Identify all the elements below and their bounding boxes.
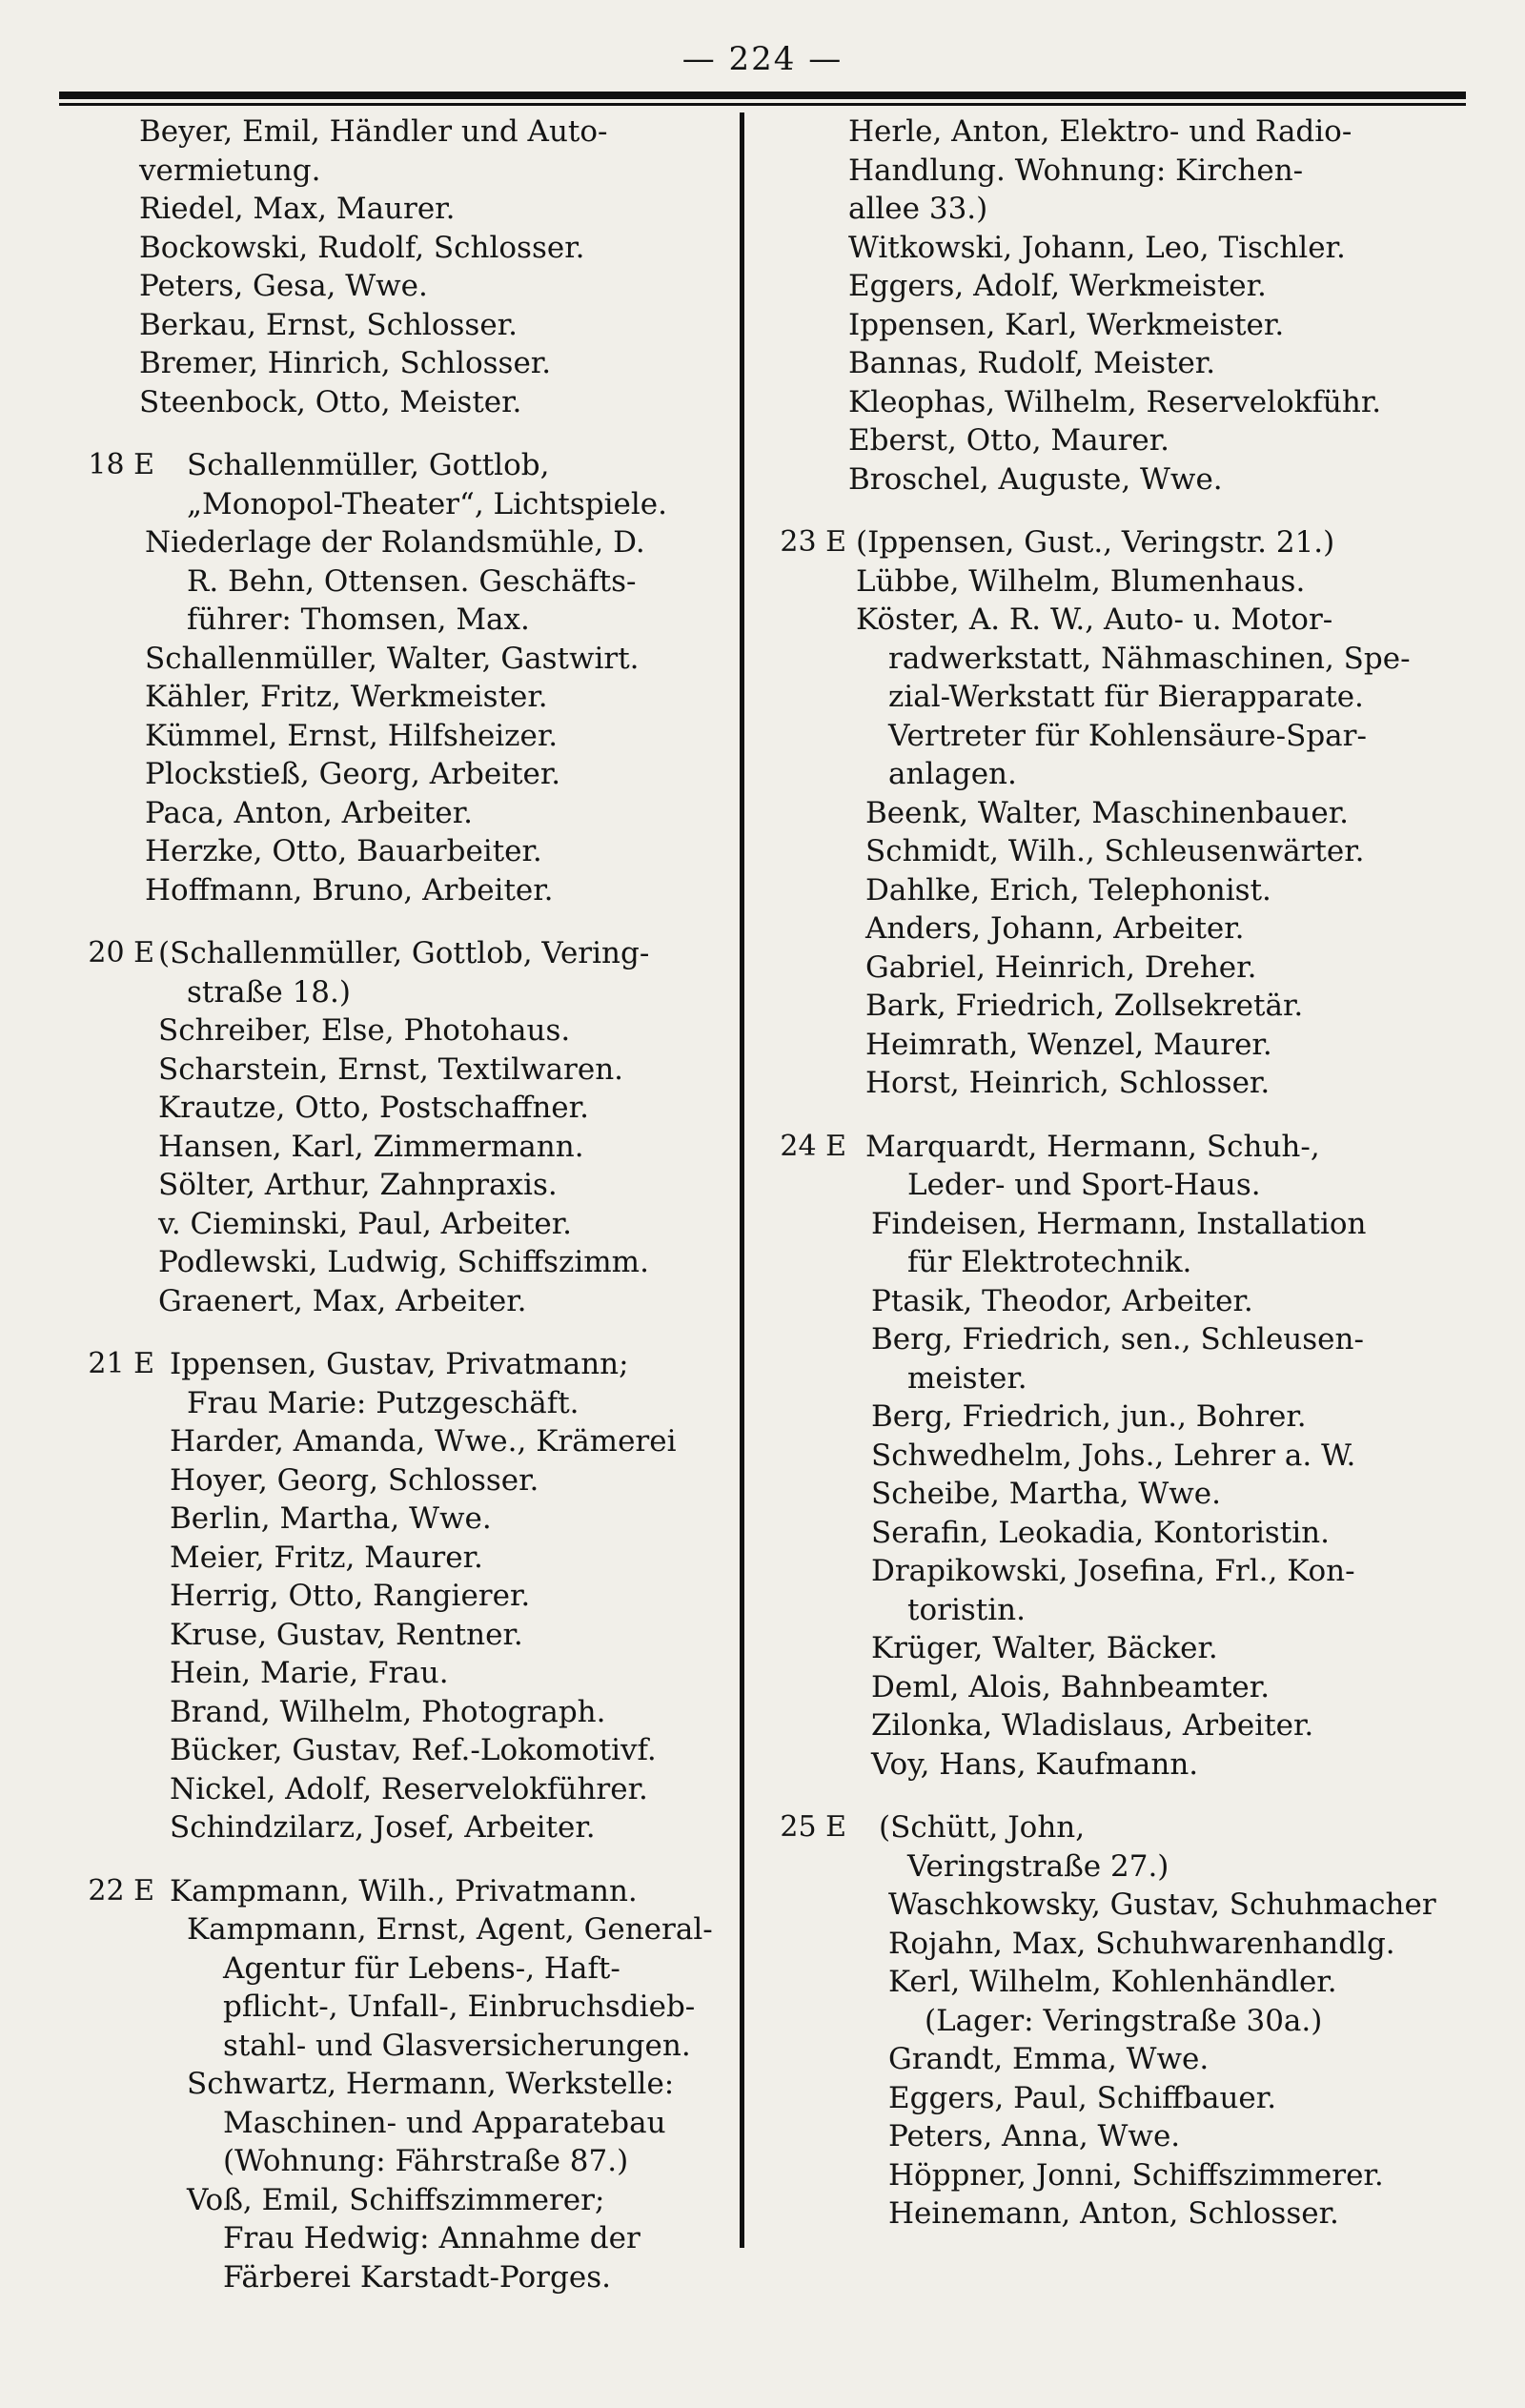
- entry-line: Berg, Friedrich, jun., Bohrer.: [871, 1399, 1307, 1434]
- entry-line: Kleophas, Wilhelm, Reservelokführ.: [848, 384, 1382, 419]
- entry-line: Niederlage der Rolandsmühle, D.: [145, 525, 645, 560]
- entry-line: Ippensen, Gustav, Privatmann;: [170, 1347, 629, 1381]
- entry-line: meister.: [907, 1360, 1027, 1396]
- directory-entry: [80, 1872, 728, 2297]
- entry-line: Kruse, Gustav, Rentner.: [170, 1617, 523, 1652]
- entry-line: Hoffmann, Bruno, Arbeiter.: [145, 872, 554, 908]
- entry-line: Krautze, Otto, Postschaffner.: [158, 1091, 589, 1125]
- entry-line: Schmidt, Wilh., Schleusenwärter.: [865, 834, 1365, 868]
- entry-line: Bücker, Gustav, Ref.-Lokomotivf.: [170, 1733, 657, 1767]
- entry-line: Kerl, Wilhelm, Kohlenhändler.: [888, 1965, 1337, 1999]
- entry-line: Beenk, Walter, Maschinenbauer.: [865, 795, 1349, 830]
- left-column: [80, 112, 728, 2321]
- entry-line: Kümmel, Ernst, Hilfsheizer.: [145, 718, 559, 753]
- entry-line: Witkowski, Johann, Leo, Tischler.: [848, 230, 1346, 265]
- entry-line: anlagen.: [888, 757, 1017, 791]
- entry-line: Bockowski, Rudolf, Schlosser.: [139, 230, 585, 265]
- entry-line: Dahlke, Erich, Telephonist.: [865, 872, 1271, 908]
- entry-line: stahl- und Glasversicherungen.: [223, 2028, 691, 2063]
- entry-line: Schwedhelm, Johs., Lehrer a. W.: [871, 1438, 1356, 1473]
- entry-line: Riedel, Max, Maurer.: [139, 192, 456, 226]
- entry-line: Eggers, Adolf, Werkmeister.: [848, 269, 1267, 303]
- entry-line: Peters, Anna, Wwe.: [888, 2119, 1181, 2153]
- house-number: 20 E: [88, 936, 154, 969]
- entry-line: Waschkowsky, Gustav, Schuhmacher: [888, 1888, 1436, 1922]
- entry-line: Herrig, Otto, Rangierer.: [170, 1579, 531, 1613]
- entry-line: Frau Hedwig: Annahme der: [223, 2221, 640, 2255]
- entry-line: führer: Thomsen, Max.: [187, 602, 530, 637]
- house-number: 24 E: [780, 1129, 846, 1163]
- entry-line: Handlung. Wohnung: Kirchen-: [848, 153, 1304, 188]
- house-number: 18 E: [88, 448, 154, 481]
- entry-line: Graenert, Max, Arbeiter.: [158, 1283, 527, 1318]
- entry-line: Steenbock, Otto, Meister.: [139, 384, 522, 419]
- entry-line: Zilonka, Wladislaus, Arbeiter.: [871, 1708, 1314, 1743]
- header-rule: [59, 92, 1466, 99]
- entry-line: Berlin, Martha, Wwe.: [170, 1501, 492, 1536]
- entry-line: Brand, Wilhelm, Photograph.: [170, 1694, 606, 1729]
- entry-line: Berg, Friedrich, sen., Schleusen-: [871, 1322, 1364, 1357]
- entry-line: vermietung.: [139, 153, 321, 188]
- directory-entry: [772, 112, 1477, 499]
- entry-line: Ptasik, Theodor, Arbeiter.: [871, 1283, 1253, 1318]
- entry-line: Bremer, Hinrich, Schlosser.: [139, 346, 552, 380]
- entry-line: Vertreter für Kohlensäure-Spar-: [888, 718, 1367, 753]
- entry-line: Deml, Alois, Bahnbeamter.: [871, 1669, 1271, 1704]
- entry-line: Marquardt, Hermann, Schuh-,: [865, 1129, 1320, 1164]
- entry-line: Kampmann, Wilh., Privatmann.: [170, 1873, 638, 1908]
- entry-line: (Schütt, John,: [879, 1810, 1086, 1845]
- entry-line: Horst, Heinrich, Schlosser.: [865, 1066, 1271, 1100]
- entry-line: Heinemann, Anton, Schlosser.: [888, 2196, 1339, 2231]
- entry-line: Gabriel, Heinrich, Dreher.: [865, 949, 1257, 985]
- entry-line: pflicht-, Unfall-, Einbruchsdieb-: [223, 1990, 696, 2024]
- entry-line: Lübbe, Wilhelm, Blumenhaus.: [856, 563, 1306, 599]
- entry-line: Scheibe, Martha, Wwe.: [871, 1477, 1221, 1511]
- entry-line: Sölter, Arthur, Zahnpraxis.: [158, 1168, 558, 1202]
- entry-line: Eggers, Paul, Schiffbauer.: [888, 2080, 1277, 2115]
- entry-line: Peters, Gesa, Wwe.: [139, 269, 428, 303]
- entry-line: radwerkstatt, Nähmaschinen, Spe-: [888, 641, 1411, 676]
- entry-line: Schreiber, Else, Photohaus.: [158, 1013, 571, 1048]
- entry-line: Schallenmüller, Gottlob,: [187, 448, 550, 482]
- entry-line: Podlewski, Ludwig, Schiffszimm.: [158, 1245, 649, 1279]
- page-number: — 224 —: [681, 40, 844, 78]
- house-number: 22 E: [88, 1873, 154, 1908]
- entry-line: Leder- und Sport-Haus.: [907, 1168, 1261, 1202]
- house-number: 21 E: [88, 1347, 154, 1380]
- entry-line: Bark, Friedrich, Zollsekretär.: [865, 989, 1304, 1023]
- entry-line: Kähler, Fritz, Werkmeister.: [145, 680, 548, 714]
- entry-line: Herzke, Otto, Bauarbeiter.: [145, 834, 542, 868]
- entry-line: Berkau, Ernst, Schlosser.: [139, 307, 518, 342]
- right-column: [772, 112, 1477, 2258]
- entry-line: Schindzilarz, Josef, Arbeiter.: [170, 1810, 596, 1845]
- entry-line: (Wohnung: Fährstraße 87.): [223, 2144, 629, 2178]
- entry-line: Serafin, Leokadia, Kontoristin.: [871, 1515, 1330, 1550]
- entry-line: (Ippensen, Gust., Veringstr. 21.): [856, 525, 1335, 560]
- entry-line: v. Cieminski, Paul, Arbeiter.: [158, 1206, 573, 1241]
- entry-line: Heimrath, Wenzel, Maurer.: [865, 1027, 1272, 1062]
- entry-line: Krüger, Walter, Bäcker.: [871, 1631, 1218, 1665]
- header-rule-thin: [59, 103, 1466, 106]
- directory-entry: [772, 1128, 1477, 1785]
- entry-line: für Elektrotechnik.: [907, 1245, 1192, 1279]
- directory-entry: [772, 1808, 1477, 2234]
- entry-line: Anders, Johann, Arbeiter.: [865, 911, 1245, 946]
- entry-line: Scharstein, Ernst, Textilwaren.: [158, 1051, 624, 1087]
- entry-line: allee 33.): [848, 192, 988, 226]
- entry-line: Ippensen, Karl, Werkmeister.: [848, 307, 1285, 342]
- directory-entry: [80, 1345, 728, 1847]
- entry-line: „Monopol-Theater“, Lichtspiele.: [187, 486, 667, 521]
- entry-line: Agentur für Lebens-, Haft-: [223, 1950, 620, 1986]
- entry-line: zial-Werkstatt für Bierapparate.: [888, 680, 1364, 714]
- entry-line: Voß, Emil, Schiffszimmerer;: [187, 2182, 605, 2217]
- entry-line: R. Behn, Ottensen. Geschäfts-: [187, 563, 637, 599]
- entry-line: Meier, Fritz, Maurer.: [170, 1540, 483, 1575]
- entry-line: Paca, Anton, Arbeiter.: [145, 795, 474, 830]
- entry-line: Kampmann, Ernst, Agent, General-: [187, 1912, 713, 1947]
- entry-line: Nickel, Adolf, Reservelokführer.: [170, 1771, 648, 1806]
- entry-line: Bannas, Rudolf, Meister.: [848, 346, 1216, 380]
- entry-line: Voy, Hans, Kaufmann.: [871, 1746, 1199, 1782]
- entry-line: Veringstraße 27.): [907, 1848, 1169, 1884]
- entry-line: Herle, Anton, Elektro- und Radio-: [848, 114, 1352, 149]
- entry-line: Färberei Karstadt-Porges.: [223, 2259, 611, 2295]
- directory-entry: [80, 934, 728, 1320]
- entry-line: Eberst, Otto, Maurer.: [848, 423, 1170, 458]
- entry-line: Schwartz, Hermann, Werkstelle:: [187, 2067, 675, 2101]
- entry-line: Frau Marie: Putzgeschäft.: [187, 1385, 580, 1420]
- directory-entry: [772, 523, 1477, 1103]
- entry-line: Maschinen- und Apparatebau: [223, 2105, 666, 2140]
- entry-line: Beyer, Emil, Händler und Auto-: [139, 114, 608, 149]
- entry-line: (Schallenmüller, Gottlob, Vering-: [158, 936, 650, 970]
- entry-line: Hein, Marie, Frau.: [170, 1656, 449, 1690]
- entry-line: Drapikowski, Josefina, Frl., Kon-: [871, 1554, 1355, 1588]
- entry-line: Rojahn, Max, Schuhwarenhandlg.: [888, 1926, 1395, 1961]
- directory-entry: [80, 112, 728, 421]
- entry-line: Köster, A. R. W., Auto- u. Motor-: [856, 602, 1333, 637]
- entry-line: Schallenmüller, Walter, Gastwirt.: [145, 641, 640, 676]
- entry-line: (Lager: Veringstraße 30a.): [925, 2003, 1323, 2038]
- column-divider: [740, 112, 744, 2248]
- entry-line: Höppner, Jonni, Schiffszimmerer.: [888, 2157, 1384, 2193]
- entry-line: toristin.: [907, 1592, 1026, 1627]
- directory-entry: [80, 446, 728, 909]
- entry-line: Hoyer, Georg, Schlosser.: [170, 1462, 539, 1498]
- entry-line: straße 18.): [187, 974, 351, 1010]
- entry-line: Broschel, Auguste, Wwe.: [848, 461, 1223, 497]
- house-number: 23 E: [780, 525, 846, 559]
- entry-line: Findeisen, Hermann, Installation: [871, 1206, 1367, 1241]
- entry-line: Grandt, Emma, Wwe.: [888, 2042, 1210, 2076]
- entry-line: Hansen, Karl, Zimmermann.: [158, 1129, 584, 1164]
- entry-line: Plockstieß, Georg, Arbeiter.: [145, 757, 561, 791]
- entry-line: Harder, Amanda, Wwe., Krämerei: [170, 1424, 677, 1459]
- house-number: 25 E: [780, 1810, 846, 1844]
